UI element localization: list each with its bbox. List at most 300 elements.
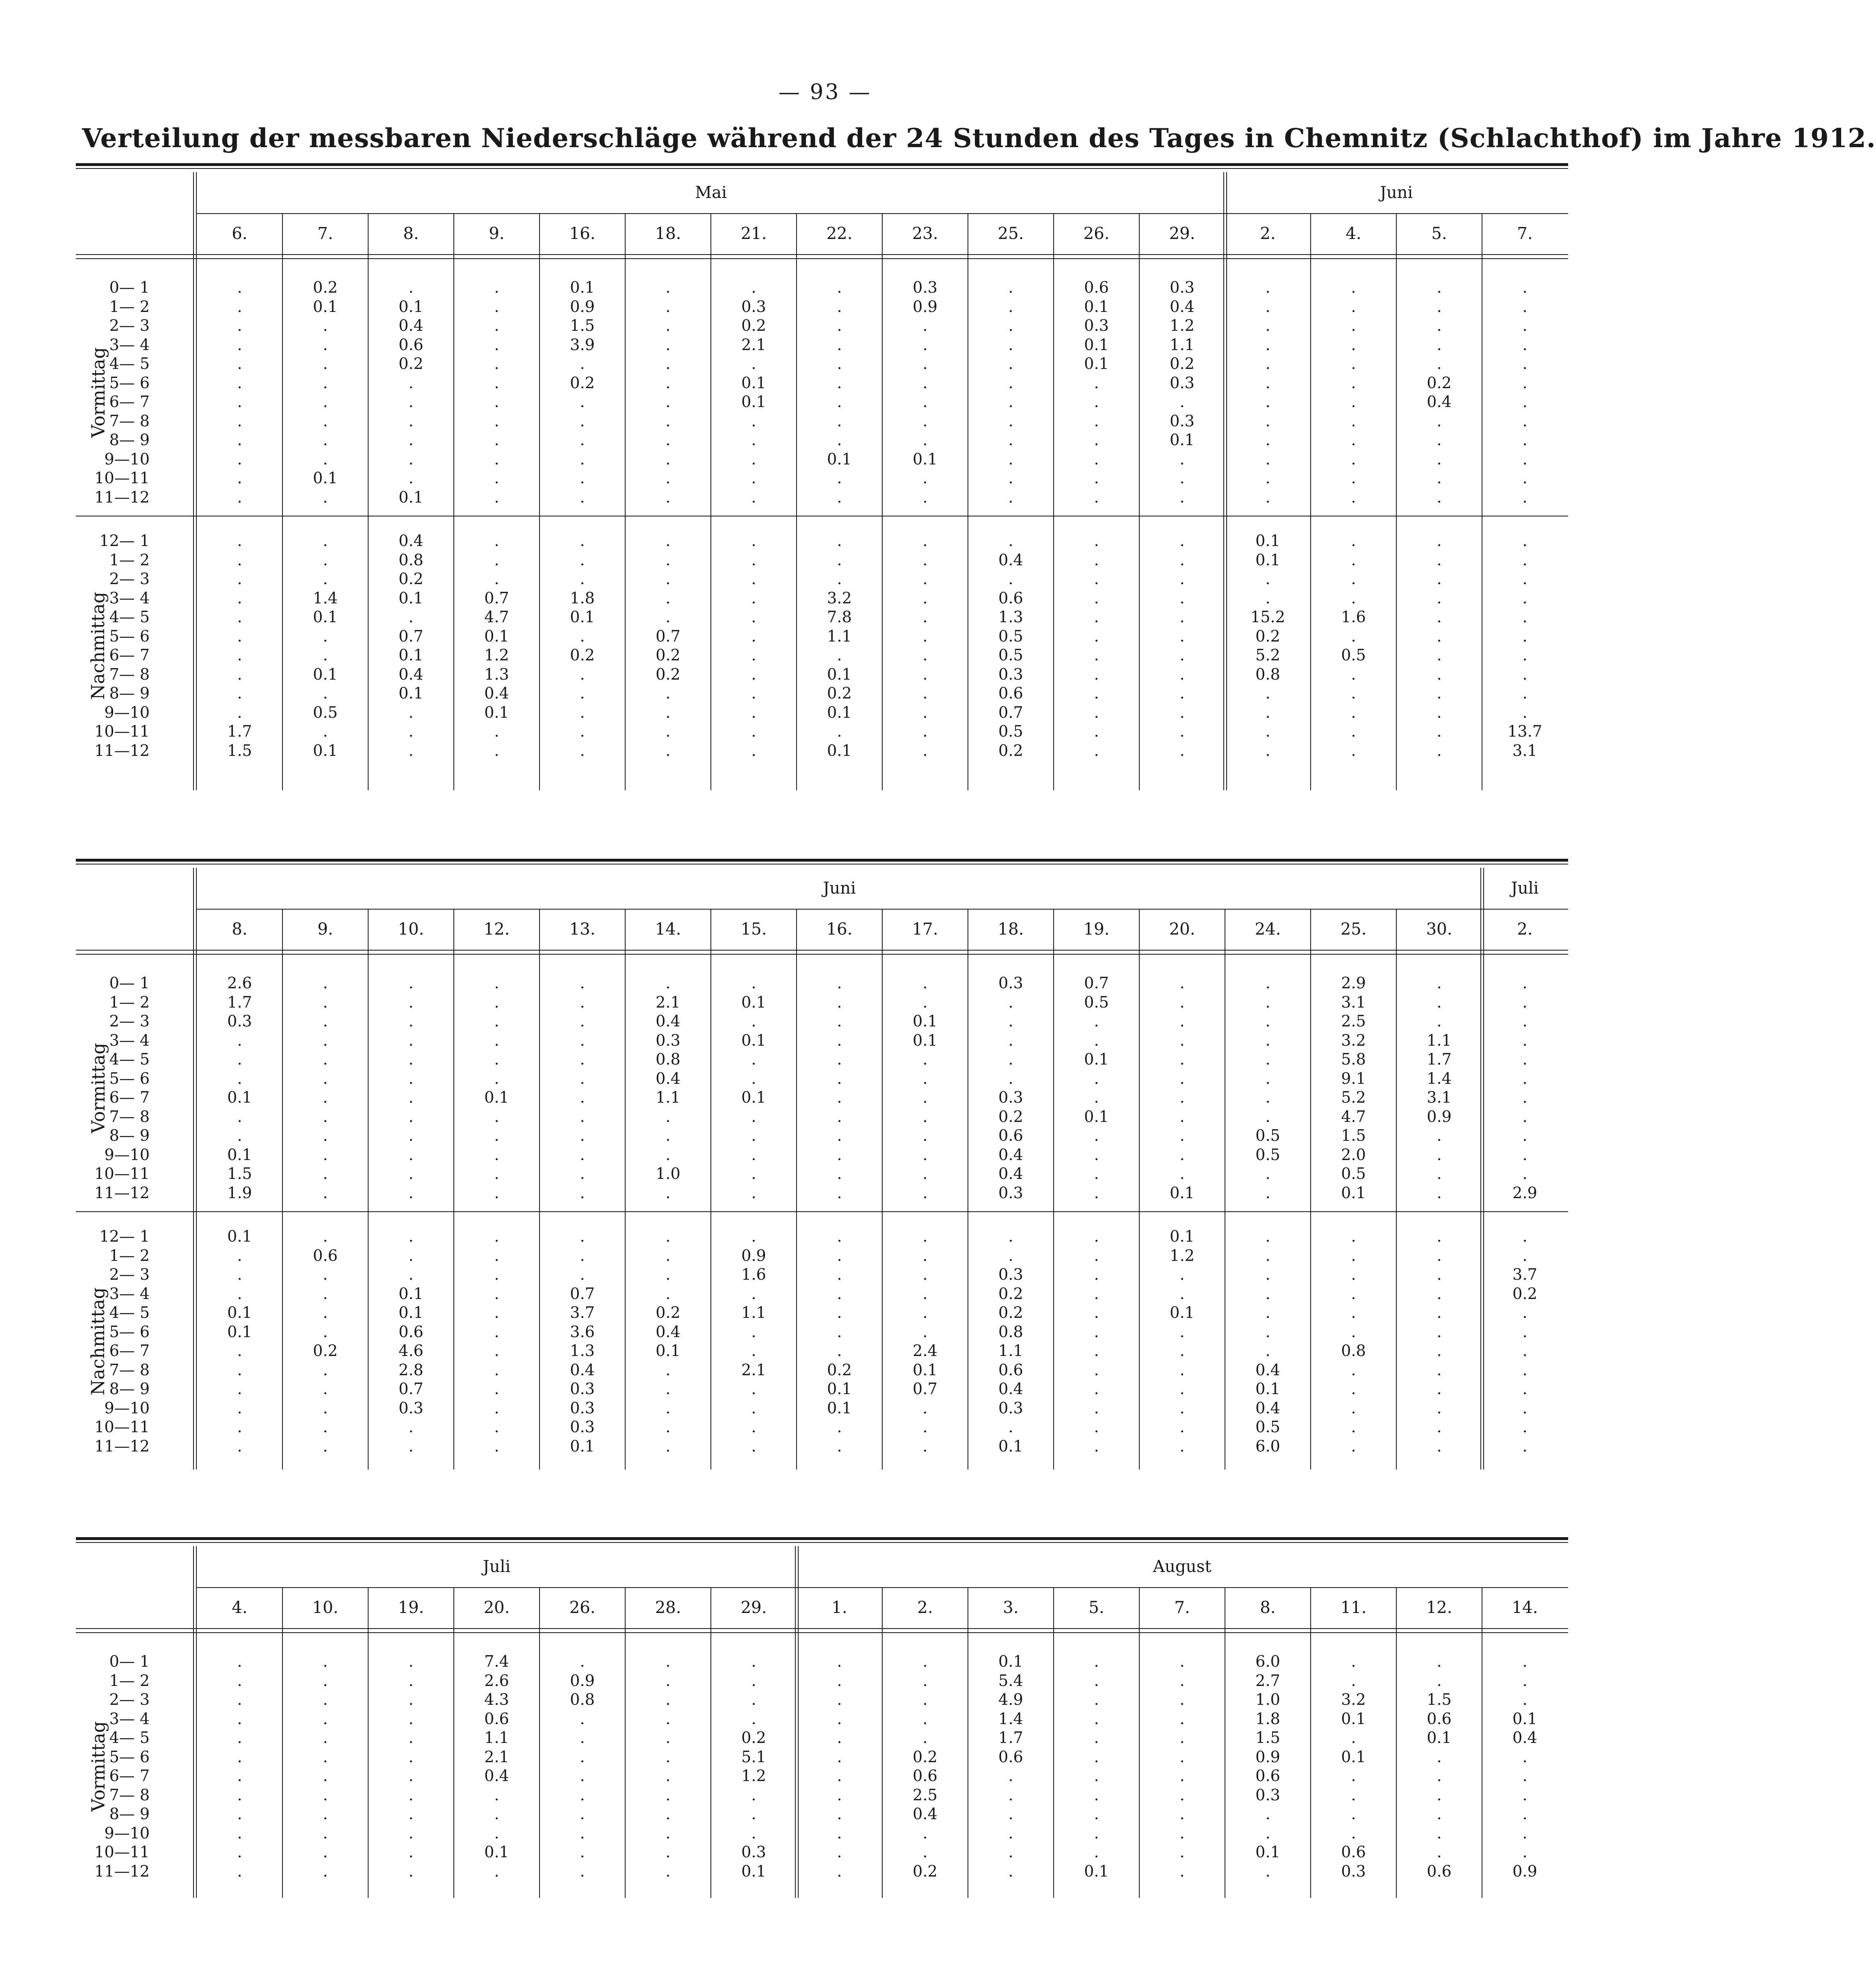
precip-value: 0.1 (484, 1843, 509, 1861)
precip-value: . (922, 1088, 928, 1106)
hour-label: 10—11 (94, 1843, 150, 1861)
row-spacer (150, 1843, 197, 1862)
precip-value: . (665, 297, 671, 316)
precip-value: 0.3 (1170, 278, 1195, 296)
precip-value: . (237, 1767, 242, 1785)
precip-value: . (323, 1437, 328, 1455)
precip-value: . (665, 570, 671, 588)
precip-value: 0.1 (913, 1012, 938, 1030)
precip-value: . (408, 412, 414, 430)
vormittag-label (86, 974, 111, 1202)
precip-value: 0.6 (998, 589, 1023, 607)
precip-value: 0.4 (570, 1360, 595, 1379)
day-header: 21. (740, 224, 767, 243)
precip-value: . (1008, 1031, 1013, 1049)
row-spacer (150, 627, 197, 646)
precip-value: 0.1 (398, 646, 423, 664)
day-header: 3. (1003, 1598, 1019, 1617)
precip-value: . (1351, 1322, 1356, 1341)
precip-value: . (1179, 393, 1185, 411)
precip-value: . (1094, 1767, 1099, 1785)
precip-value: . (580, 488, 585, 506)
precip-value: . (1522, 1322, 1528, 1341)
precip-value: . (1094, 608, 1099, 626)
precip-value: . (922, 316, 928, 334)
precip-value: . (1522, 1050, 1528, 1068)
precip-value: 0.8 (1255, 665, 1280, 683)
precip-value: . (323, 1145, 328, 1164)
precip-value: . (1351, 316, 1356, 334)
precip-value: 2.7 (1255, 1671, 1280, 1690)
precip-value: . (1437, 1284, 1442, 1303)
precip-value: . (323, 1265, 328, 1283)
precip-value: . (922, 1069, 928, 1087)
precip-value: . (580, 1126, 585, 1144)
precip-value: . (1522, 1690, 1528, 1708)
precip-value: 0.1 (398, 488, 423, 506)
hour-label: 7— 8 (109, 1360, 150, 1379)
day-header: 2. (917, 1598, 933, 1617)
precip-value: . (1522, 1786, 1528, 1804)
precip-value: . (237, 373, 242, 392)
precip-value: . (665, 278, 671, 296)
precip-value: . (323, 431, 328, 449)
precip-value: . (237, 646, 242, 664)
precip-value: . (494, 551, 499, 569)
precip-value: . (1522, 1126, 1528, 1144)
day-header: 9. (489, 224, 505, 243)
hour-label: 9—10 (104, 1145, 150, 1164)
precip-value: 0.4 (1427, 393, 1452, 411)
row-spacer (150, 488, 197, 507)
precip-value: . (1008, 1786, 1013, 1804)
hour-label: 0— 1 (109, 974, 150, 992)
precip-value: 0.5 (1255, 1418, 1280, 1436)
precip-value: . (751, 665, 756, 683)
precip-value: . (1179, 1862, 1185, 1880)
day-header-row (76, 1588, 1568, 1627)
precip-value: . (1179, 627, 1185, 645)
precip-value: . (665, 1399, 671, 1417)
hour-label: 3— 4 (109, 335, 150, 354)
precip-value: . (408, 1729, 414, 1747)
table-row (76, 646, 1568, 665)
precip-value: . (323, 1843, 328, 1861)
precip-value: . (922, 1690, 928, 1708)
precip-value: . (408, 278, 414, 296)
precip-value: 0.9 (913, 297, 938, 316)
precip-value: . (665, 1126, 671, 1144)
day-header: 17. (912, 920, 938, 939)
precip-value: . (665, 450, 671, 468)
precip-value: . (1094, 570, 1099, 588)
precip-value: . (408, 1227, 414, 1245)
precip-value: . (1437, 1126, 1442, 1144)
precip-value: . (751, 1069, 756, 1087)
precip-value: . (408, 1862, 414, 1880)
hour-label: 7— 8 (109, 412, 150, 430)
row-spacer (150, 1437, 197, 1456)
precip-value: 1.0 (656, 1165, 681, 1183)
precip-value: . (922, 722, 928, 740)
precip-value: 1.3 (570, 1342, 595, 1360)
precip-value: 0.5 (1255, 1126, 1280, 1144)
precip-value: 0.6 (398, 335, 423, 354)
precip-value: . (665, 1183, 671, 1202)
precip-value: . (408, 1824, 414, 1842)
precip-value: . (580, 1145, 585, 1164)
table-row (76, 665, 1568, 684)
precip-value: 0.1 (913, 1360, 938, 1379)
precip-value: . (1522, 1145, 1528, 1164)
precip-value: . (1094, 373, 1099, 392)
table-block (76, 859, 1568, 1470)
precip-value: . (580, 1031, 585, 1049)
precip-value: . (580, 1786, 585, 1804)
precip-value: . (1265, 488, 1270, 506)
precip-value: . (494, 974, 499, 992)
precip-value: . (837, 1709, 842, 1728)
precip-value: . (837, 1437, 842, 1455)
precip-value: . (323, 393, 328, 411)
row-spacer (150, 665, 197, 684)
precip-value: 0.5 (1341, 646, 1366, 664)
precip-value: . (1437, 1786, 1442, 1804)
precip-value: . (494, 570, 499, 588)
precip-value: . (1437, 1322, 1442, 1341)
precip-value: . (1008, 1012, 1013, 1030)
hour-label: 11—12 (94, 741, 150, 760)
month-header: Juni (1380, 183, 1413, 202)
precip-value: . (237, 1747, 242, 1766)
table-row (76, 278, 1568, 297)
precip-value: . (580, 1843, 585, 1861)
precip-value: 3.6 (570, 1322, 595, 1341)
precip-value: 0.3 (1341, 1862, 1366, 1880)
precip-value: . (580, 1767, 585, 1785)
precip-value: . (408, 1050, 414, 1068)
precip-value: . (837, 1183, 842, 1202)
precip-value: 0.4 (398, 665, 423, 683)
precip-value: . (1094, 1322, 1099, 1341)
precip-value: . (323, 1322, 328, 1341)
precip-value: 2.6 (484, 1671, 509, 1690)
precip-value: . (494, 1012, 499, 1030)
precip-value: . (1351, 1671, 1356, 1690)
precip-value: . (1522, 1088, 1528, 1106)
precip-value: 0.9 (570, 1671, 595, 1690)
precip-value: . (1437, 1380, 1442, 1398)
precip-value: . (1437, 335, 1442, 354)
precip-value: . (408, 722, 414, 740)
precip-value: . (237, 1690, 242, 1708)
header-bottom-rule (76, 254, 1568, 255)
hour-label: 8— 9 (109, 684, 150, 702)
precip-value: . (1094, 1399, 1099, 1417)
precip-value: . (494, 431, 499, 449)
hour-label: 1— 2 (109, 297, 150, 316)
precip-value: . (1008, 450, 1013, 468)
table-row (76, 741, 1568, 760)
precip-value: . (323, 1652, 328, 1670)
precip-value: . (1094, 1652, 1099, 1670)
precip-value: . (1094, 589, 1099, 607)
precip-value: . (237, 1824, 242, 1842)
precip-value: . (408, 1246, 414, 1265)
precip-value: . (323, 373, 328, 392)
precip-value: . (580, 974, 585, 992)
precip-value: . (1351, 1767, 1356, 1785)
row-spacer (150, 354, 197, 373)
precip-value: . (665, 1360, 671, 1379)
precip-value: . (1351, 278, 1356, 296)
precip-value: . (837, 316, 842, 334)
precip-value: 0.3 (913, 278, 938, 296)
precip-value: . (408, 993, 414, 1011)
precip-value: . (237, 1805, 242, 1823)
precip-value: 0.6 (1427, 1709, 1452, 1728)
precip-value: . (1351, 469, 1356, 487)
precip-value: . (1522, 1227, 1528, 1245)
precip-value: . (1522, 1437, 1528, 1455)
precip-value: . (922, 393, 928, 411)
day-header-row (76, 910, 1568, 949)
precip-value: . (323, 1690, 328, 1708)
row-spacer (150, 278, 197, 297)
table-row (76, 1728, 1568, 1747)
header-bottom-rule (76, 1628, 1568, 1629)
precip-value: . (1008, 1050, 1013, 1068)
precip-value: . (1351, 1418, 1356, 1436)
precip-value: . (751, 355, 756, 373)
precip-value: . (1437, 1360, 1442, 1379)
precip-value: . (837, 297, 842, 316)
precip-value: 0.4 (656, 1069, 681, 1087)
table-row (76, 1031, 1568, 1050)
precip-value: . (408, 1418, 414, 1436)
day-header: 4. (1346, 224, 1361, 243)
hour-label: 2— 3 (109, 1012, 150, 1030)
precip-value: . (1265, 1069, 1270, 1087)
precip-value: . (751, 1652, 756, 1670)
precip-value: 0.1 (1427, 1729, 1452, 1747)
precip-value: . (1437, 316, 1442, 334)
precip-value: 6.0 (1255, 1652, 1280, 1670)
precip-value: 0.4 (1255, 1360, 1280, 1379)
precip-value: 0.4 (484, 684, 509, 702)
precip-value: . (751, 1050, 756, 1068)
precip-value: . (1437, 431, 1442, 449)
hour-label: 5— 6 (109, 373, 150, 392)
precip-value: . (665, 393, 671, 411)
precip-value: . (751, 1145, 756, 1164)
precip-value: . (494, 488, 499, 506)
precip-value: . (1265, 297, 1270, 316)
precip-value: . (1094, 488, 1099, 506)
precip-value: . (580, 1012, 585, 1030)
precip-value: . (1094, 703, 1099, 721)
row-spacer (150, 1322, 197, 1342)
day-header: 18. (655, 224, 681, 243)
table-row (76, 1145, 1568, 1165)
precip-value: . (323, 1126, 328, 1144)
precip-value: 0.1 (741, 993, 766, 1011)
day-header: 10. (398, 920, 424, 939)
precip-value: 0.1 (998, 1652, 1023, 1670)
precip-value: . (1179, 974, 1185, 992)
day-header: 13. (569, 920, 596, 939)
precip-value: . (1179, 1012, 1185, 1030)
precip-value: . (1179, 1107, 1185, 1126)
hour-label: 6— 7 (109, 646, 150, 664)
precip-value: . (494, 1031, 499, 1049)
row-spacer (150, 1284, 197, 1304)
precip-value: . (751, 570, 756, 588)
precip-value: . (237, 355, 242, 373)
precip-value: 0.9 (1512, 1862, 1537, 1880)
precip-value: 2.5 (913, 1786, 938, 1804)
day-header: 22. (826, 224, 853, 243)
precip-value: . (1265, 1265, 1270, 1283)
precip-value: . (1522, 665, 1528, 683)
precip-value: . (1094, 1342, 1099, 1360)
precip-value: 0.3 (570, 1380, 595, 1398)
precip-value: . (751, 974, 756, 992)
precip-value: . (1265, 412, 1270, 430)
precip-value: . (408, 974, 414, 992)
precip-value: . (751, 684, 756, 702)
table-row (76, 684, 1568, 703)
precip-value: . (1437, 1805, 1442, 1823)
row-spacer (150, 1069, 197, 1088)
precip-value: . (237, 1709, 242, 1728)
precip-value: 4.6 (398, 1342, 423, 1360)
table-row (76, 450, 1568, 469)
precip-value: . (323, 1360, 328, 1379)
precip-value: 0.1 (827, 1399, 852, 1417)
precip-value: . (665, 1709, 671, 1728)
row-spacer (150, 974, 197, 993)
hour-label: 8— 9 (109, 1380, 150, 1398)
precip-value: . (922, 1322, 928, 1341)
hour-label: 1— 2 (109, 1671, 150, 1690)
day-header: 2. (1517, 920, 1533, 939)
precip-value: . (1094, 1786, 1099, 1804)
precip-value: . (494, 335, 499, 354)
precip-value: . (494, 993, 499, 1011)
precip-value: . (237, 608, 242, 626)
precip-value: . (580, 627, 585, 645)
hour-label: 4— 5 (109, 355, 150, 373)
precip-value: 13.7 (1507, 722, 1542, 740)
row-spacer (150, 1379, 197, 1399)
day-header: 9. (317, 920, 333, 939)
row-spacer (150, 1399, 197, 1418)
row-spacer (150, 993, 197, 1012)
precip-value: . (837, 355, 842, 373)
precip-value: . (1351, 1786, 1356, 1804)
precip-value: . (1094, 1671, 1099, 1690)
precip-value: 0.3 (741, 1843, 766, 1861)
precip-value: 0.1 (1084, 297, 1109, 316)
precip-value: . (1094, 551, 1099, 569)
precip-value: 0.1 (1170, 1227, 1195, 1245)
precip-value: . (665, 1284, 671, 1303)
precip-value: 1.2 (1170, 316, 1195, 334)
precip-value: . (580, 1747, 585, 1766)
precip-value: 2.0 (1341, 1145, 1366, 1164)
precip-value: . (837, 1843, 842, 1861)
precip-value: . (1351, 1284, 1356, 1303)
month-header-row (76, 172, 1568, 213)
precip-value: . (1351, 412, 1356, 430)
precip-value: . (1094, 1709, 1099, 1728)
precip-value: . (922, 741, 928, 760)
precip-value: 0.3 (1170, 412, 1195, 430)
precip-value: . (751, 1322, 756, 1341)
precip-value: 0.5 (313, 703, 338, 721)
precip-value: . (665, 1265, 671, 1283)
precip-value: . (1522, 316, 1528, 334)
precip-value: . (665, 974, 671, 992)
precip-value: . (922, 1126, 928, 1144)
precip-value: . (237, 684, 242, 702)
precip-value: . (922, 608, 928, 626)
precip-value: 0.2 (570, 373, 595, 392)
table-row (76, 1069, 1568, 1088)
precip-value: . (1351, 297, 1356, 316)
precip-value: . (837, 431, 842, 449)
precip-value: . (1522, 1652, 1528, 1670)
precip-value: 0.7 (656, 627, 681, 645)
precip-value: 2.8 (398, 1360, 423, 1379)
precip-value: . (580, 412, 585, 430)
precip-value: 0.1 (1084, 1050, 1109, 1068)
precip-value: . (665, 1824, 671, 1842)
precip-value: 1.5 (1341, 1126, 1366, 1144)
precip-value: . (1094, 450, 1099, 468)
precip-value: . (494, 741, 499, 760)
precip-value: . (408, 703, 414, 721)
precip-value: 0.2 (913, 1862, 938, 1880)
precip-value: . (922, 373, 928, 392)
precip-value: . (1437, 1227, 1442, 1245)
precip-value: . (1094, 1418, 1099, 1436)
precip-value: . (922, 1107, 928, 1126)
day-header: 11. (1340, 1598, 1367, 1617)
precip-value: . (665, 355, 671, 373)
precip-value: . (323, 1862, 328, 1880)
hour-label: 4— 5 (109, 608, 150, 626)
precip-value: . (494, 722, 499, 740)
precip-value: . (1179, 532, 1185, 550)
precip-value: . (837, 1265, 842, 1283)
precip-value: . (1522, 297, 1528, 316)
precip-value: . (323, 1805, 328, 1823)
precip-value: . (1265, 993, 1270, 1011)
precip-value: 1.4 (1427, 1069, 1452, 1087)
table-row (76, 703, 1568, 722)
precip-value: 0.4 (1255, 1399, 1280, 1417)
precip-value: . (1008, 355, 1013, 373)
precip-value: . (922, 412, 928, 430)
precip-value: . (1522, 393, 1528, 411)
precip-value: . (1179, 1050, 1185, 1068)
row-spacer (150, 392, 197, 412)
row-spacer (150, 531, 197, 551)
precip-value: . (1437, 1165, 1442, 1183)
precip-value: . (408, 741, 414, 760)
